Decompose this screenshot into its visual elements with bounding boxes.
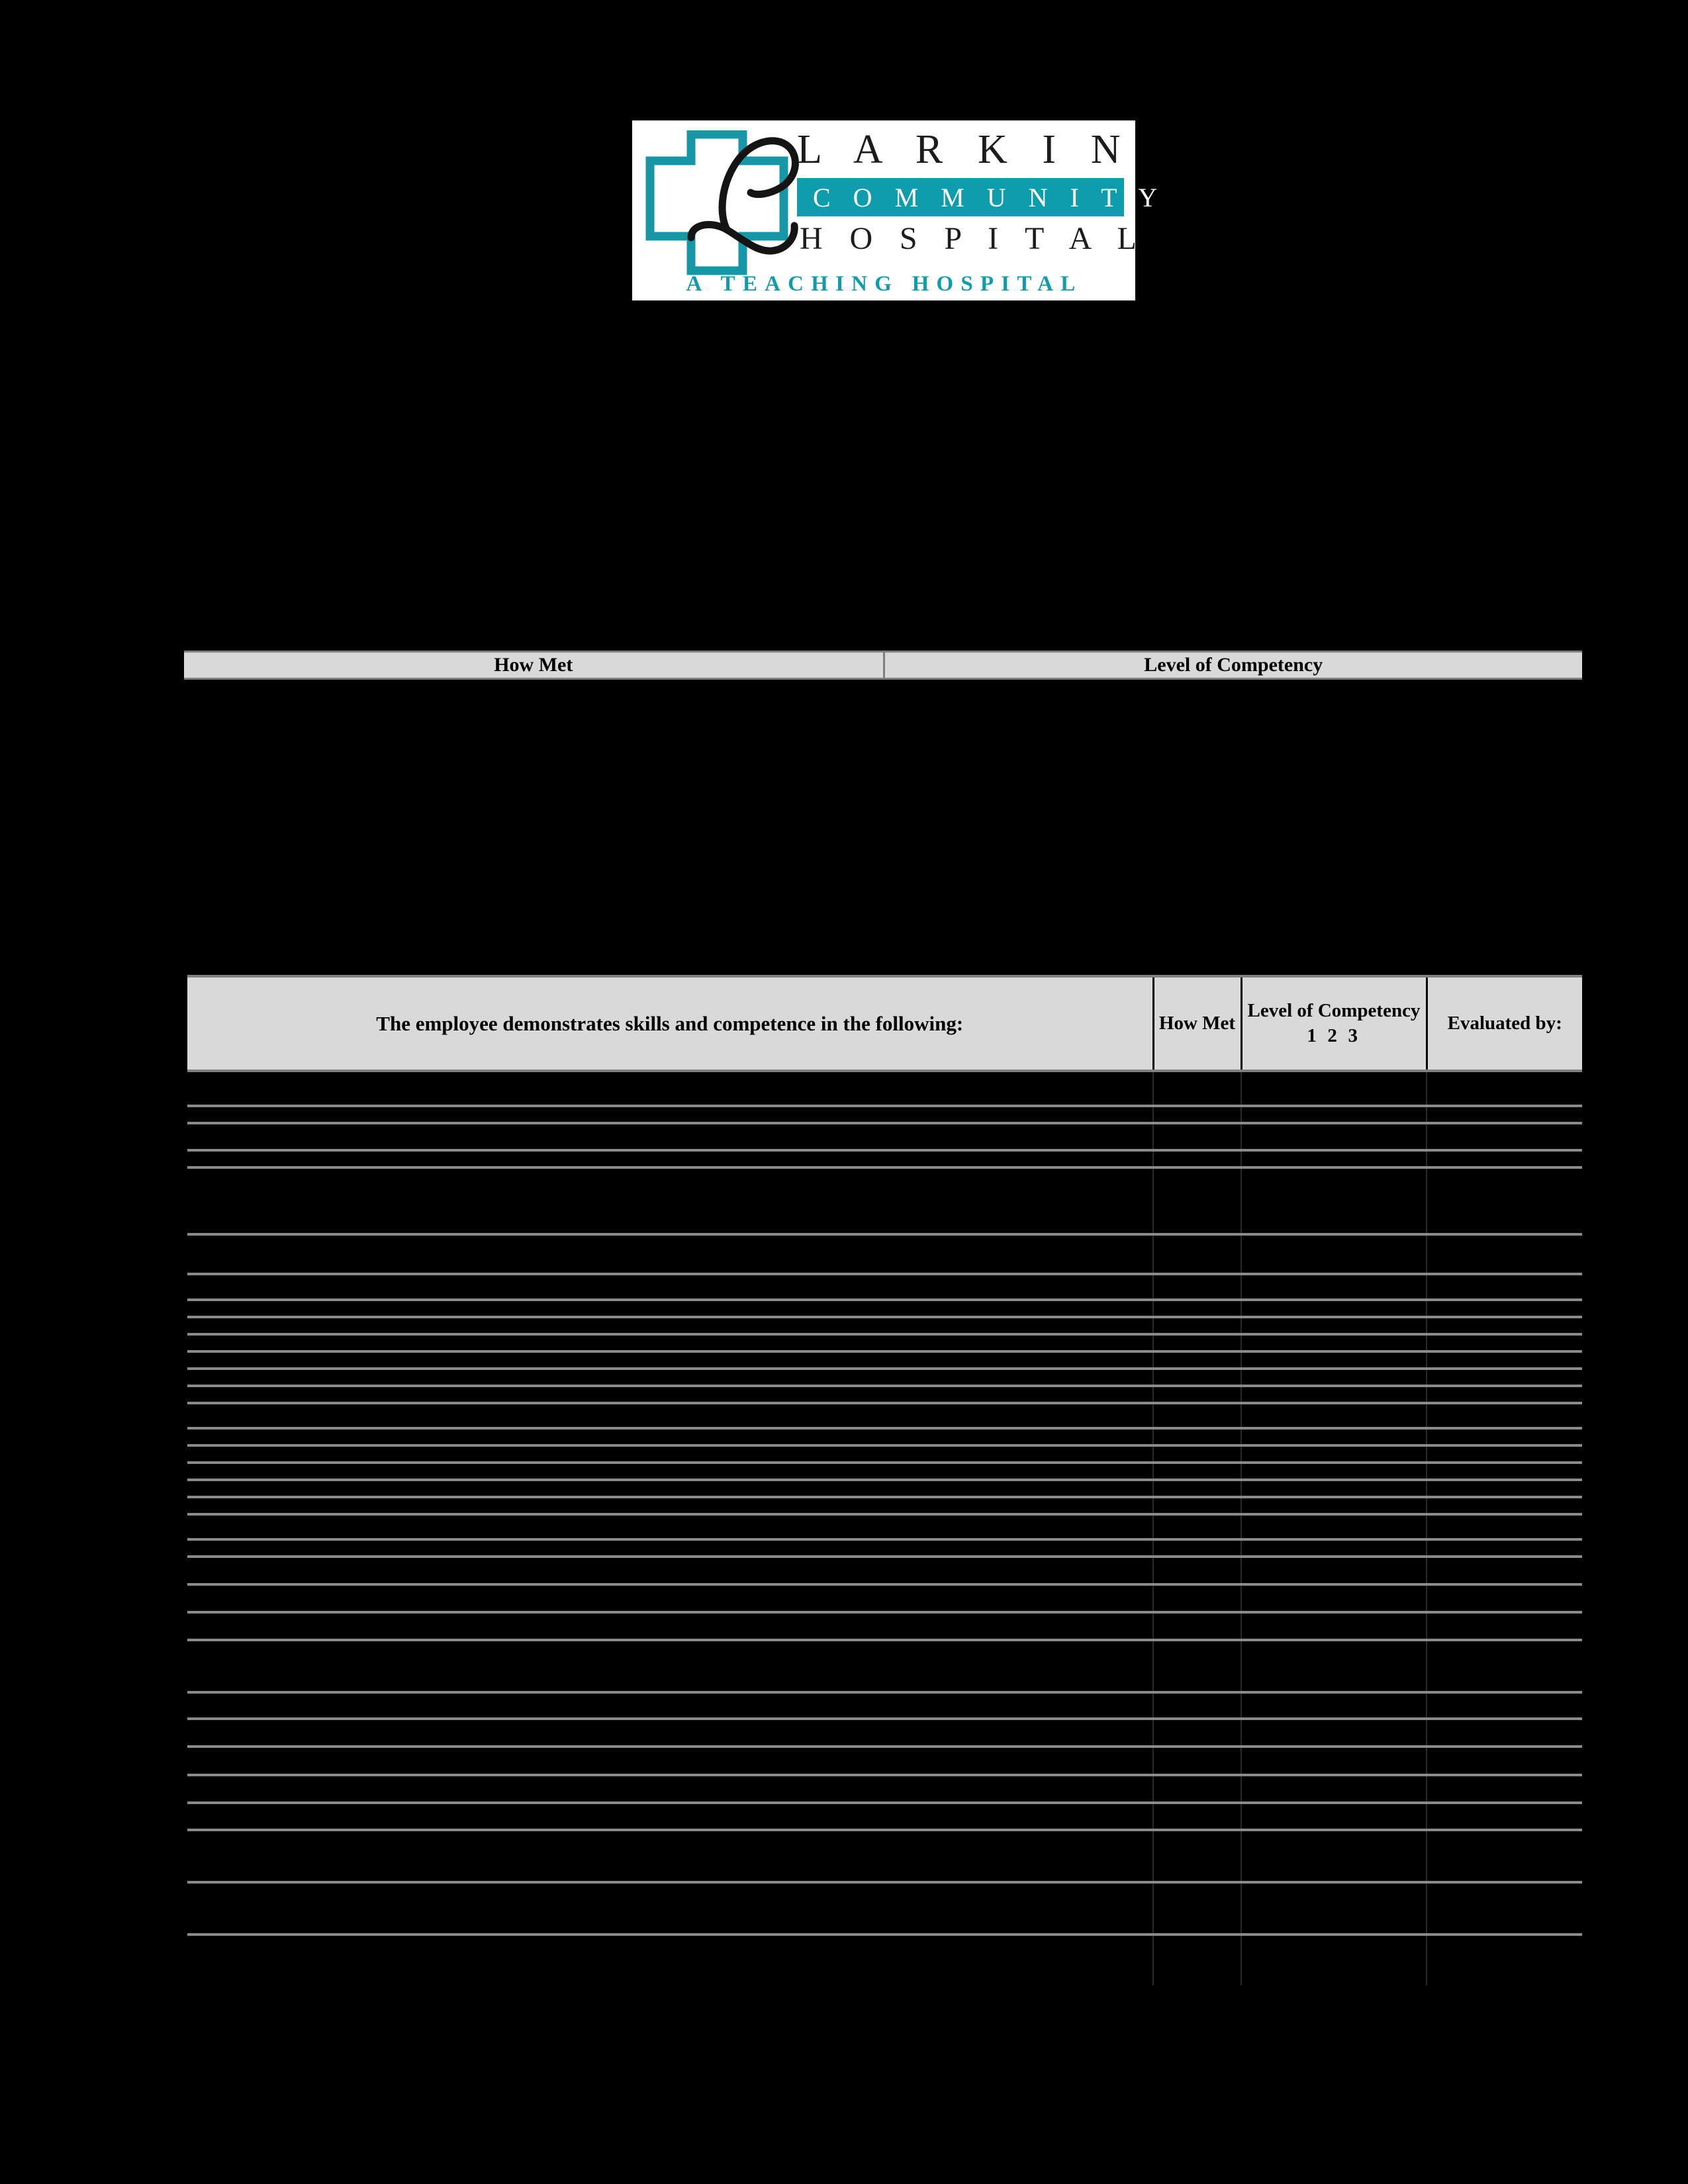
cell-how-met[interactable] (1153, 1882, 1241, 1934)
table-row[interactable] (187, 1775, 1582, 1803)
cell-how-met[interactable] (1153, 1497, 1241, 1514)
cell-evaluated-by[interactable] (1427, 1584, 1582, 1612)
table-row[interactable] (187, 1640, 1582, 1692)
table-row[interactable] (187, 1612, 1582, 1640)
cell-description[interactable] (187, 1334, 1153, 1351)
cell-how-met[interactable] (1153, 1300, 1241, 1317)
table-row[interactable] (187, 1463, 1582, 1480)
cell-description[interactable] (187, 1692, 1153, 1719)
cell-level[interactable] (1241, 1463, 1427, 1480)
cell-description[interactable] (187, 1747, 1153, 1775)
cell-description[interactable] (187, 1514, 1153, 1539)
cell-description[interactable] (187, 1934, 1153, 1985)
cell-evaluated-by[interactable] (1427, 1386, 1582, 1403)
cell-how-met[interactable] (1153, 1317, 1241, 1334)
hospital-logo (632, 120, 1166, 300)
table-row[interactable] (187, 1934, 1582, 1985)
cell-description[interactable] (187, 1300, 1153, 1317)
cell-level[interactable] (1241, 1167, 1427, 1234)
cell-level[interactable] (1241, 1692, 1427, 1719)
cell-description[interactable] (187, 1719, 1153, 1747)
cell-how-met[interactable] (1153, 1692, 1241, 1719)
cell-level[interactable] (1241, 1640, 1427, 1692)
cell-evaluated-by[interactable] (1427, 1234, 1582, 1274)
cell-description[interactable] (187, 1403, 1153, 1428)
cell-level[interactable] (1241, 1539, 1427, 1557)
cell-level[interactable] (1241, 1830, 1427, 1882)
cell-evaluated-by[interactable] (1427, 1934, 1582, 1985)
cell-how-met[interactable] (1153, 1539, 1241, 1557)
cell-level[interactable] (1241, 1514, 1427, 1539)
cell-description[interactable] (187, 1071, 1153, 1106)
cell-description[interactable] (187, 1480, 1153, 1497)
cell-description[interactable] (187, 1445, 1153, 1463)
cell-evaluated-by[interactable] (1427, 1480, 1582, 1497)
table-row[interactable] (187, 1584, 1582, 1612)
cell-how-met[interactable] (1153, 1830, 1241, 1882)
cell-evaluated-by[interactable] (1427, 1071, 1582, 1106)
cell-description[interactable] (187, 1123, 1153, 1150)
cell-level[interactable] (1241, 1317, 1427, 1334)
table-row[interactable] (187, 1497, 1582, 1514)
legend-bar-row (184, 652, 1582, 679)
cell-level[interactable] (1241, 1612, 1427, 1640)
cell-how-met[interactable] (1153, 1106, 1241, 1123)
cell-description[interactable] (187, 1369, 1153, 1386)
competency-table-body (187, 1071, 1582, 1985)
table-row[interactable] (187, 1428, 1582, 1445)
table-row[interactable] (187, 1445, 1582, 1463)
table-row[interactable] (187, 1692, 1582, 1719)
cell-how-met[interactable] (1153, 1386, 1241, 1403)
cell-evaluated-by[interactable] (1427, 1428, 1582, 1445)
cell-how-met[interactable] (1153, 1803, 1241, 1830)
header-how-met: How Met (1153, 976, 1241, 1071)
logo-text-hospital: H O S P I T A L (800, 221, 1147, 256)
table-row[interactable] (187, 1539, 1582, 1557)
table-row[interactable] (187, 1300, 1582, 1317)
cell-description[interactable] (187, 1497, 1153, 1514)
cell-evaluated-by[interactable] (1427, 1692, 1582, 1719)
cell-how-met[interactable] (1153, 1150, 1241, 1167)
table-row[interactable] (187, 1403, 1582, 1428)
cell-evaluated-by[interactable] (1427, 1612, 1582, 1640)
cell-evaluated-by[interactable] (1427, 1123, 1582, 1150)
cell-how-met[interactable] (1153, 1369, 1241, 1386)
table-row[interactable] (187, 1830, 1582, 1882)
cell-how-met[interactable] (1153, 1557, 1241, 1584)
cell-description[interactable] (187, 1539, 1153, 1557)
cell-evaluated-by[interactable] (1427, 1640, 1582, 1692)
competency-table-header-row (187, 976, 1582, 1071)
cell-evaluated-by[interactable] (1427, 1369, 1582, 1386)
table-row[interactable] (187, 1334, 1582, 1351)
cell-evaluated-by[interactable] (1427, 1514, 1582, 1539)
cell-evaluated-by[interactable] (1427, 1274, 1582, 1300)
cell-description[interactable] (187, 1640, 1153, 1692)
cell-how-met[interactable] (1153, 1719, 1241, 1747)
cell-level[interactable] (1241, 1234, 1427, 1274)
cell-how-met[interactable] (1153, 1480, 1241, 1497)
cell-description[interactable] (187, 1351, 1153, 1369)
cell-evaluated-by[interactable] (1427, 1557, 1582, 1584)
table-row[interactable] (187, 1274, 1582, 1300)
cell-how-met[interactable] (1153, 1428, 1241, 1445)
cell-evaluated-by[interactable] (1427, 1445, 1582, 1463)
table-row[interactable] (187, 1351, 1582, 1369)
cell-level[interactable] (1241, 1747, 1427, 1775)
cell-level[interactable] (1241, 1403, 1427, 1428)
cell-level[interactable] (1241, 1803, 1427, 1830)
cell-description[interactable] (187, 1167, 1153, 1234)
cell-level[interactable] (1241, 1106, 1427, 1123)
cell-level[interactable] (1241, 1934, 1427, 1985)
cell-description[interactable] (187, 1317, 1153, 1334)
cell-how-met[interactable] (1153, 1463, 1241, 1480)
cell-evaluated-by[interactable] (1427, 1403, 1582, 1428)
cell-how-met[interactable] (1153, 1167, 1241, 1234)
table-row[interactable] (187, 1123, 1582, 1150)
cell-level[interactable] (1241, 1274, 1427, 1300)
cell-description[interactable] (187, 1428, 1153, 1445)
cell-description[interactable] (187, 1150, 1153, 1167)
cell-level[interactable] (1241, 1300, 1427, 1317)
cell-description[interactable] (187, 1830, 1153, 1882)
cell-how-met[interactable] (1153, 1747, 1241, 1775)
cell-how-met[interactable] (1153, 1514, 1241, 1539)
cell-how-met[interactable] (1153, 1584, 1241, 1612)
header-level-of-competency (1241, 976, 1427, 1071)
cell-description[interactable] (187, 1463, 1153, 1480)
table-row[interactable] (187, 1514, 1582, 1539)
cell-evaluated-by[interactable] (1427, 1539, 1582, 1557)
logo-inner (633, 121, 1166, 300)
cell-level[interactable] (1241, 1334, 1427, 1351)
cell-evaluated-by[interactable] (1427, 1463, 1582, 1480)
table-row[interactable] (187, 1747, 1582, 1775)
cell-description[interactable] (187, 1584, 1153, 1612)
cell-level[interactable] (1241, 1719, 1427, 1747)
cell-how-met[interactable] (1153, 1775, 1241, 1803)
cell-evaluated-by[interactable] (1427, 1334, 1582, 1351)
table-row[interactable] (187, 1803, 1582, 1830)
cell-evaluated-by[interactable] (1427, 1317, 1582, 1334)
table-row[interactable] (187, 1106, 1582, 1123)
cell-description[interactable] (187, 1612, 1153, 1640)
competency-table (187, 975, 1582, 1985)
cell-level[interactable] (1241, 1775, 1427, 1803)
cell-description[interactable] (187, 1557, 1153, 1584)
header-description: The employee demonstrates skills and competence in the following: (187, 976, 1153, 1071)
cell-level[interactable] (1241, 1497, 1427, 1514)
cell-evaluated-by[interactable] (1427, 1106, 1582, 1123)
header-level-scale: 1 2 3 (1307, 1024, 1361, 1046)
cell-level[interactable] (1241, 1150, 1427, 1167)
cell-how-met[interactable] (1153, 1934, 1241, 1985)
cell-level[interactable] (1241, 1351, 1427, 1369)
cell-level[interactable] (1241, 1882, 1427, 1934)
cell-how-met[interactable] (1153, 1445, 1241, 1463)
cell-evaluated-by[interactable] (1427, 1300, 1582, 1317)
cell-level[interactable] (1241, 1557, 1427, 1584)
cell-how-met[interactable] (1153, 1274, 1241, 1300)
table-row[interactable] (187, 1386, 1582, 1403)
cell-level[interactable] (1241, 1386, 1427, 1403)
cell-description[interactable] (187, 1775, 1153, 1803)
logo-tagline: A TEACHING HOSPITAL (686, 272, 1083, 296)
cell-evaluated-by[interactable] (1427, 1150, 1582, 1167)
legend-level-of-competency: Level of Competency (884, 652, 1582, 679)
cell-level[interactable] (1241, 1071, 1427, 1106)
cell-evaluated-by[interactable] (1427, 1803, 1582, 1830)
logo-text-community: C O M M U N I T Y (813, 183, 1166, 212)
cell-how-met[interactable] (1153, 1123, 1241, 1150)
cell-evaluated-by[interactable] (1427, 1351, 1582, 1369)
table-row[interactable] (187, 1882, 1582, 1934)
cell-description[interactable] (187, 1882, 1153, 1934)
legend-bar (184, 651, 1582, 680)
table-row[interactable] (187, 1167, 1582, 1234)
table-row[interactable] (187, 1071, 1582, 1106)
cell-description[interactable] (187, 1106, 1153, 1123)
cell-how-met[interactable] (1153, 1351, 1241, 1369)
header-evaluated-by: Evaluated by: (1427, 976, 1582, 1071)
cell-level[interactable] (1241, 1584, 1427, 1612)
table-row[interactable] (187, 1719, 1582, 1747)
cell-how-met[interactable] (1153, 1403, 1241, 1428)
table-row[interactable] (187, 1317, 1582, 1334)
cell-evaluated-by[interactable] (1427, 1882, 1582, 1934)
cell-evaluated-by[interactable] (1427, 1775, 1582, 1803)
cell-level[interactable] (1241, 1428, 1427, 1445)
cell-evaluated-by[interactable] (1427, 1719, 1582, 1747)
table-row[interactable] (187, 1557, 1582, 1584)
table-row[interactable] (187, 1234, 1582, 1274)
script-l-monogram-icon (673, 133, 812, 265)
header-level-label: Level of Competency (1247, 1000, 1421, 1022)
cell-how-met[interactable] (1153, 1334, 1241, 1351)
table-row[interactable] (187, 1150, 1582, 1167)
logo-text-larkin: L A R K I N (797, 127, 1133, 172)
table-row[interactable] (187, 1369, 1582, 1386)
cell-description[interactable] (187, 1386, 1153, 1403)
legend-how-met: How Met (184, 652, 884, 679)
cell-evaluated-by[interactable] (1427, 1830, 1582, 1882)
cell-description[interactable] (187, 1803, 1153, 1830)
cell-level[interactable] (1241, 1445, 1427, 1463)
cell-description[interactable] (187, 1274, 1153, 1300)
cell-how-met[interactable] (1153, 1234, 1241, 1274)
cell-how-met[interactable] (1153, 1640, 1241, 1692)
cell-evaluated-by[interactable] (1427, 1167, 1582, 1234)
cell-evaluated-by[interactable] (1427, 1747, 1582, 1775)
cell-how-met[interactable] (1153, 1612, 1241, 1640)
cell-level[interactable] (1241, 1369, 1427, 1386)
cell-evaluated-by[interactable] (1427, 1497, 1582, 1514)
table-row[interactable] (187, 1480, 1582, 1497)
cell-how-met[interactable] (1153, 1071, 1241, 1106)
cell-level[interactable] (1241, 1123, 1427, 1150)
cell-description[interactable] (187, 1234, 1153, 1274)
cell-level[interactable] (1241, 1480, 1427, 1497)
